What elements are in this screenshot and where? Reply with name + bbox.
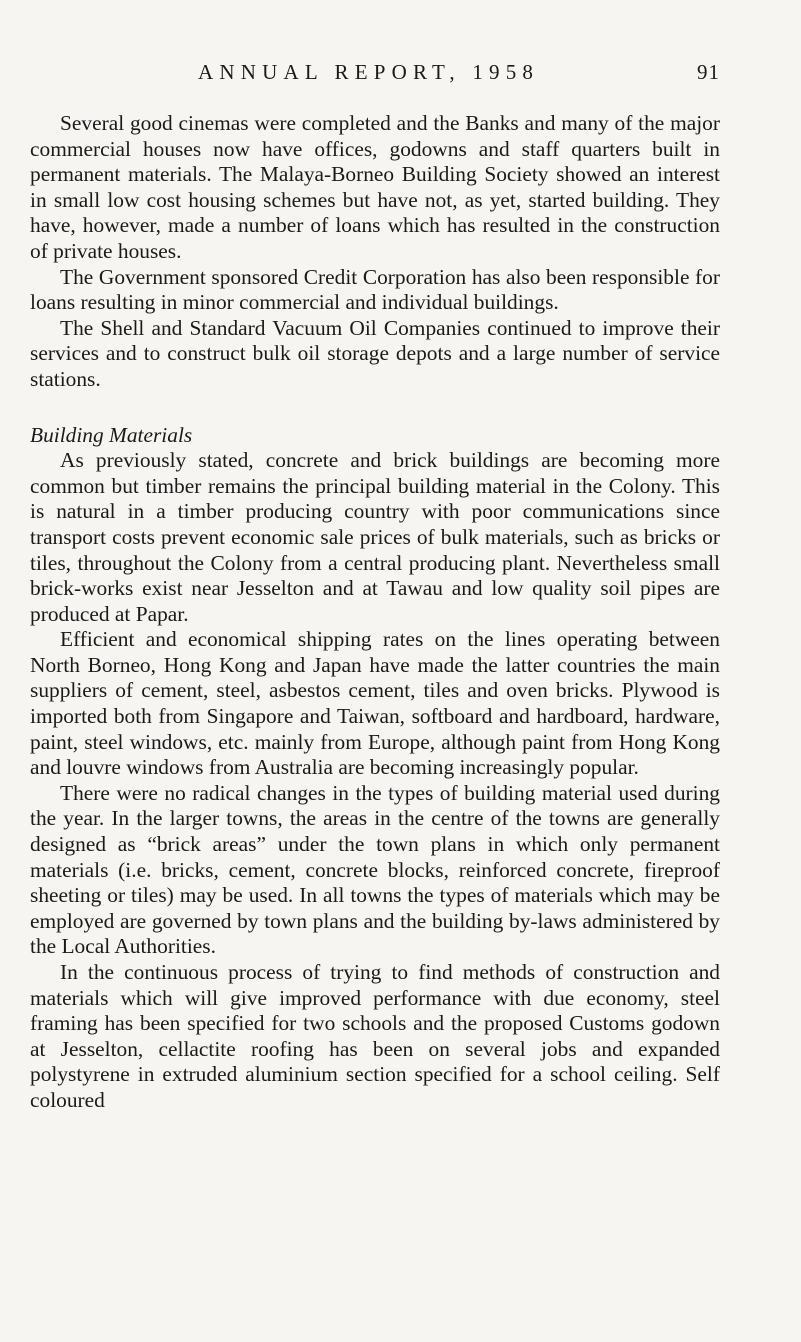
page-number: 91 <box>697 60 720 84</box>
paragraph-cinemas: Several good cinemas were completed and the Banks and many of the major commercial houses now have offices, godowns and staff quarters built in permanent materials. The Malaya-Borneo Building Society showed an interest in small low cost housing schemes but have not, as yet, started building. They have, however, made a number of loans which has resulted in the construction of private houses. <box>30 111 720 263</box>
paragraph-timber: As previously stated, concrete and brick buildings are becoming more common but timber remains the principal building material in the Colony. This is natural in a timber producing country with poor communications since transport costs prevent economic sale prices of bulk materials, such as bricks or tiles, throughout the Colony from a central producing plant. Nevertheless small brick-works exist near Jesselton and at Tawau and low quality soil pipes are produced at Papar. <box>30 448 720 626</box>
running-title: ANNUAL REPORT, 1958 <box>198 60 540 84</box>
paragraph-shipping: Efficient and economical shipping rates on the lines operating between North Borneo, Hong Kong and Japan have made the latter countries the main suppliers of cement, steel, asbestos cement, tiles and oven bricks. Plywood is imported both from Singapore and Taiwan, softboard and hardboard, hardware, paint, steel windows, etc. mainly from Europe, although paint from Hong Kong and louvre windows from Australia are becoming increasingly popular. <box>30 627 720 780</box>
paragraph-oil-companies: The Shell and Standard Vacuum Oil Companies continued to improve their services and to construct bulk oil storage depots and a large number of service stations. <box>30 315 720 391</box>
paragraph-construction-methods: In the continuous process of trying to find methods of construction and materials which will give improved performance with due economy, steel framing has been specified for two schools and the proposed Customs godown at Jesselton, cellactite roofing has been on several jobs and expanded polystyrene in extruded aluminium section specified for a school ceiling. Self coloured <box>30 960 720 1112</box>
section-heading <box>30 419 720 449</box>
paragraph-building-material-types: There were no radical changes in the types of building material used during the year. In the larger towns, the areas in the centre of the towns are generally designed as “brick areas” under the town plans in which only permanent materials (i.e. bricks, cement, concrete blocks, reinforced concrete, fireproof sheeting or tiles) may be used. In all towns the types of materials which may be employed are governed by town plans and the building by-laws administered by the Local Authorities. <box>30 780 720 959</box>
body-text <box>30 111 720 1114</box>
paragraph-credit-corporation: The Government sponsored Credit Corporation has also been responsible for loans resulting in minor commercial and individual buildings. <box>30 264 720 315</box>
running-header <box>30 60 720 90</box>
section-heading-text: Building Materials <box>30 422 193 447</box>
